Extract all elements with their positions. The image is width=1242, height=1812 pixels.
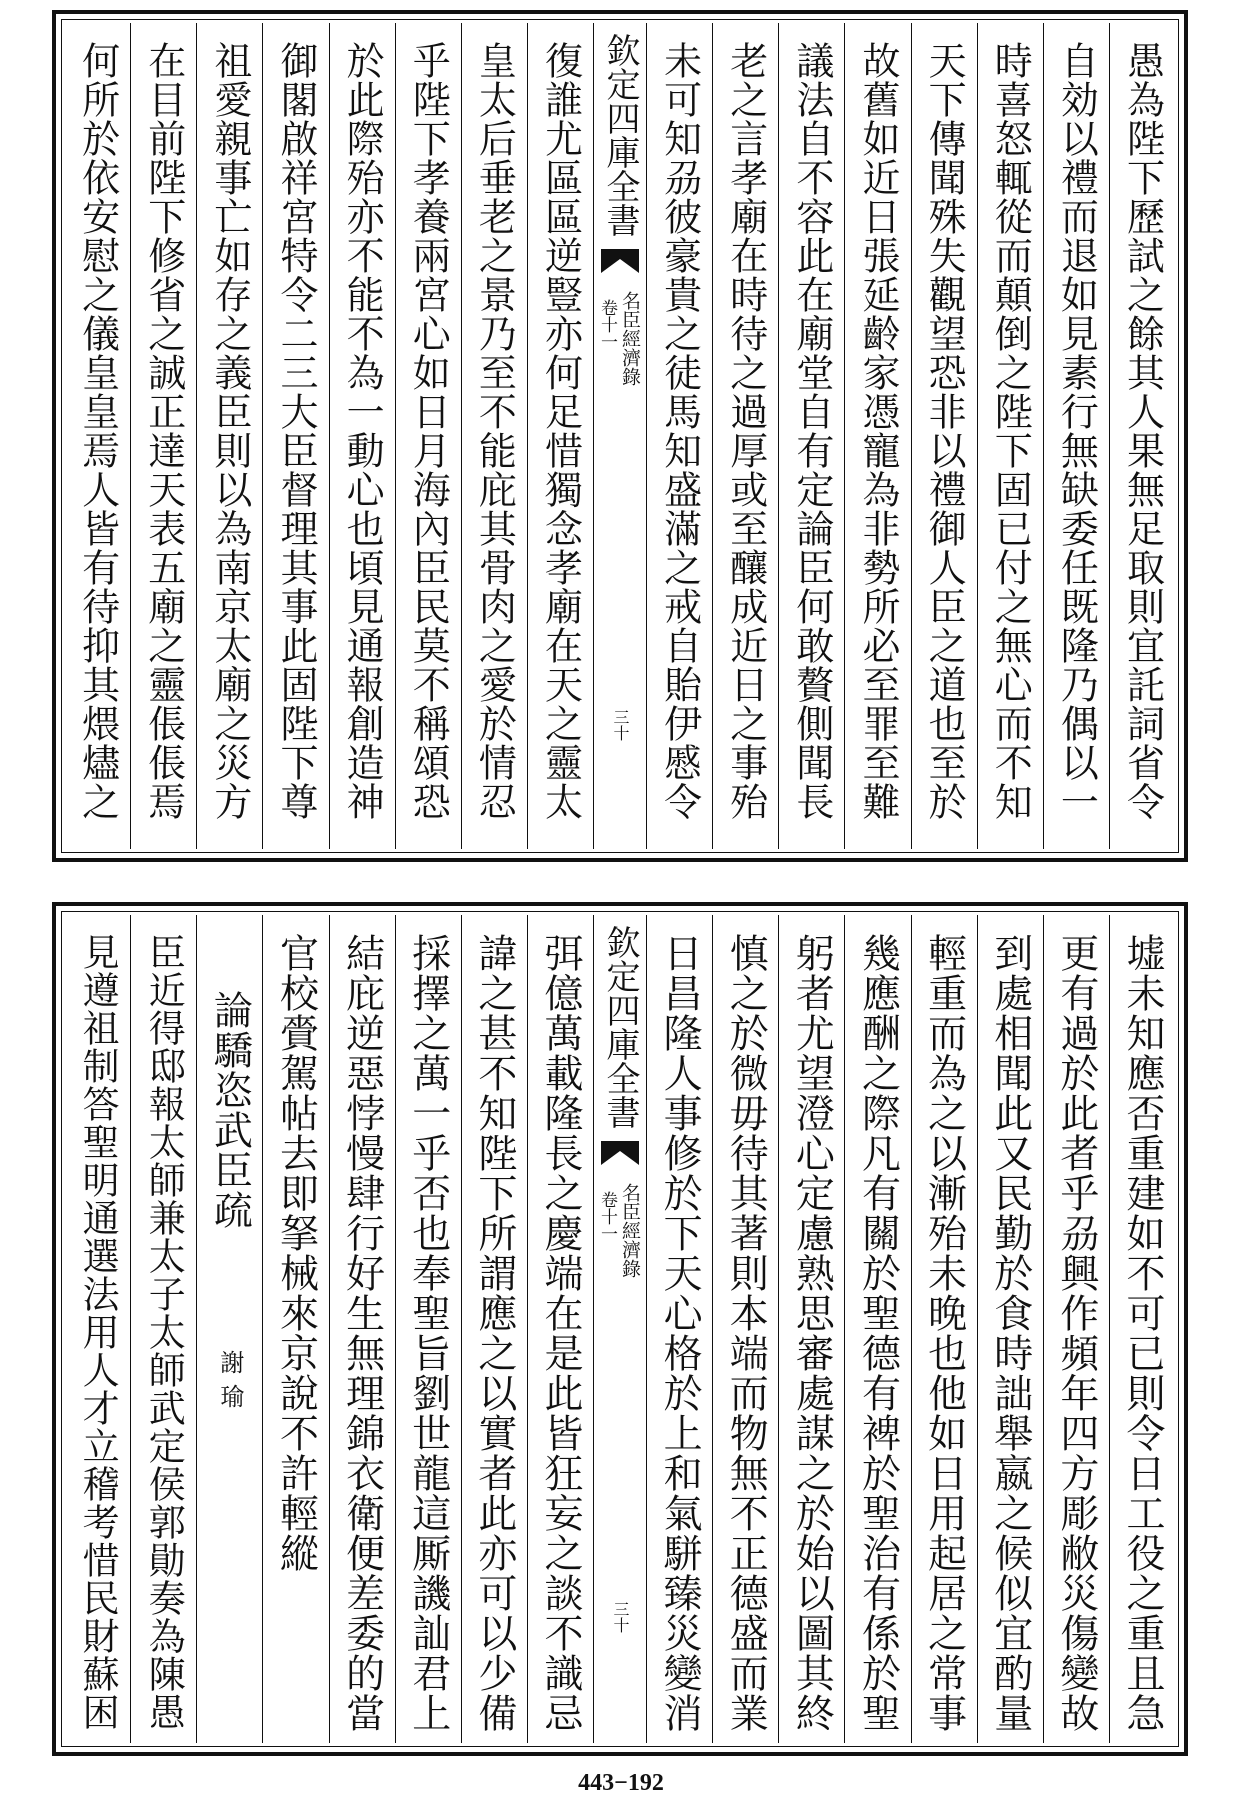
column-text: 天下傳聞殊失觀望恐非以禮御人臣之道也至於 [922,41,967,821]
column-text: 於此際殆亦不能不為一動心也頃見通報創造神 [340,41,385,821]
text-column [977,23,1043,849]
text-column [778,23,844,849]
column-text: 臣近得邸報太師兼太子太師武定侯郭勛奏為陳愚 [142,933,186,1731]
text-column [712,23,778,849]
text-column [65,915,130,1743]
fish-tail-mark-icon [601,1141,639,1165]
column-text: 日昌隆人事修於下天心格於上和氣駢臻災變消 [657,933,703,1733]
text-column [1109,23,1175,849]
column-text: 議法自不容此在廟堂自有定論臣何敢贅側聞長 [789,41,834,821]
column-text: 諱之甚不知陛下所謂應之以實者此亦可以少備 [471,933,517,1733]
text-columns-top [65,23,1175,849]
juan-number: 卷十一 [597,1191,617,1242]
book-title: 名臣經濟錄 [619,1183,641,1278]
text-column [65,23,130,849]
column-text: 採擇之萬一乎否也奉聖旨劉世龍這厮譏訕君上 [405,933,451,1733]
text-columns-bottom [65,915,1175,1743]
column-text: 祖愛親事亡如存之義臣則以為南京太廟之災方 [207,41,252,821]
text-column [395,23,461,849]
text-column [911,23,977,849]
column-text: 幾應酬之際凡有關於聖德有裨於聖治有係於聖 [855,933,901,1733]
juan-number: 卷十一 [597,299,617,350]
column-text: 御閣啟祥宮特令二三大臣督理其事此固陛下尊 [273,41,318,821]
essay-author: 謝瑜 [215,1350,244,1418]
text-column [911,915,977,1743]
page-bottom [52,902,1188,1756]
center-fold-column [593,23,646,849]
text-column [977,915,1043,1743]
fish-tail-mark-icon [601,249,639,273]
text-column [527,915,593,1743]
column-text: 弭億萬載隆長之慶端在是此皆狂妄之談不識忌 [537,933,583,1733]
text-column [130,915,196,1743]
text-column [329,23,395,849]
column-text: 未可知刕彼豪貴之徒馬知盛滿之戒自貽伊慼令 [657,41,702,821]
text-column [1109,915,1175,1743]
column-text: 自効以禮而退如見素行無缺委任既隆乃偶以一 [1054,41,1099,821]
folio-number: 三十 [611,709,630,741]
column-text: 愚為陛下歷試之餘其人果無足取則宜託詞省令 [1120,41,1165,821]
folio-number: 三十 [611,1601,630,1633]
text-column [646,915,712,1743]
text-column [395,915,461,1743]
essay-title-column [196,915,262,1743]
text-column [712,915,778,1743]
text-column [196,23,262,849]
column-text: 老之言孝廟在時待之過厚或至釀成近日之事殆 [723,41,768,821]
column-text: 時喜怒輒從而顛倒之陛下固已付之無心而不知 [988,41,1033,821]
column-text: 更有過於此者乎刕興作頻年四方彫敝災傷變故 [1053,933,1099,1733]
column-text: 復誰尤區區逆豎亦何足惜獨念孝廟在天之靈太 [538,41,583,821]
center-fold-column [593,915,646,1743]
text-column [844,23,910,849]
text-column [844,915,910,1743]
book-title: 名臣經濟錄 [619,291,641,386]
column-text: 在目前陛下修省之誠正達天表五廟之靈倀倀焉 [141,41,186,821]
column-text: 躬者尤望澄心定慮熟思審處謀之於始以圖其終 [789,933,835,1733]
text-column [1043,23,1109,849]
text-column [130,23,196,849]
column-text: 故舊如近日張延齡家憑寵為非勢所必至罪至難 [855,41,900,821]
text-column [262,915,328,1743]
column-text: 見遵祖制答聖明通選法用人才立稽考惜民財蘇困 [76,933,120,1731]
column-text: 輕重而為之以漸殆未晚也他如日用起居之常事 [921,933,967,1733]
text-column [329,915,395,1743]
series-title: 欽定四庫全書 [600,33,640,237]
essay-title: 論驕恣武臣疏 [207,990,253,1230]
text-column [646,23,712,849]
text-column [778,915,844,1743]
column-text: 慎之於微毋待其著則本端而物無不正德盛而業 [723,933,769,1733]
column-text: 墟未知應否重建如不可已則令日工役之重且急 [1119,933,1165,1733]
text-column [461,23,527,849]
text-column [262,23,328,849]
text-column [527,23,593,849]
column-text: 到處相聞此又民勤於食時詘舉嬴之候似宜酌量 [987,933,1033,1733]
column-text: 何所於依安慰之儀皇皇焉人皆有待抑其煨燼之 [75,41,120,821]
page-top [52,10,1188,862]
column-text: 結庇逆惡悖慢肆行好生無理錦衣衛便差委的當 [339,933,385,1733]
column-text: 乎陛下孝養兩宮心如日月海內臣民莫不稱頌恐 [406,41,451,821]
series-title: 欽定四庫全書 [600,925,640,1129]
column-text: 皇太后垂老之景乃至不能庇其骨肉之愛於情忍 [472,41,517,821]
text-column [1043,915,1109,1743]
text-column [461,915,527,1743]
page-number-footer: 443−192 [578,1770,664,1796]
column-text: 官校賫駕帖去即拏械來京說不許輕縱 [273,933,319,1573]
